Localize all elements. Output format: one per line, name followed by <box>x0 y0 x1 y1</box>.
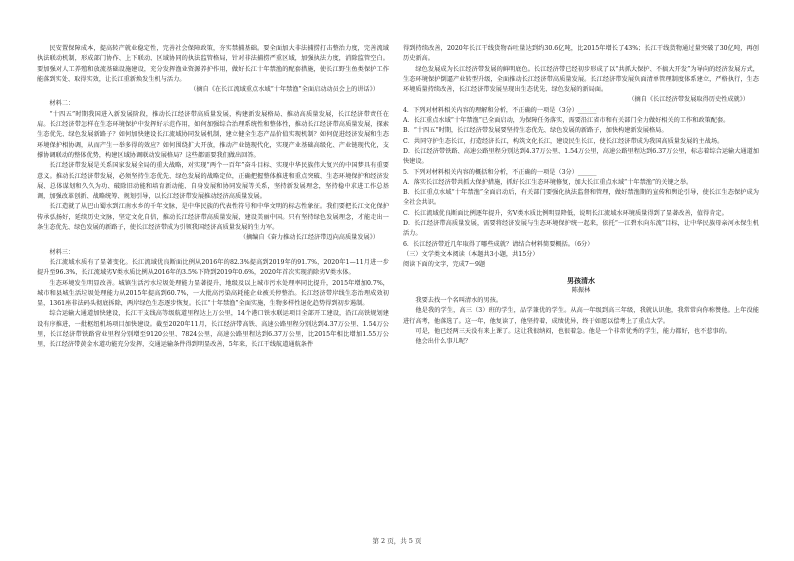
material-3-continued: 得到持续改善，2020年长江干线货物吞吐量达到约30.6亿吨，比2015年增长了43%；长江干线货物通过量突破了30亿吨，再创历史新高。 <box>403 45 759 63</box>
material-2-paragraph-3: 长江造就了从巴山蜀水到江南水乡的千年文脉，是中华民族的代表性符号和中华文明的标志性象征。我们要把长江文化保护传承弘扬好，延续历史文脉，坚定文化自信，推动长江经济带高质量发展，建设美丽中国。只有坚持绿色发展理念，才能走出一条生态优先、绿色发展的新路子，使长江经济带成为引领我国经济高质量发展的生力军。 <box>37 203 389 232</box>
material-3-paragraph-2: 生态环境发生明显改善。城镇生活污水垃圾处理能力显著提升，地级及以上城市污水处理率同比提升，2015年增加0.7%，城市和县城生活垃圾处理能力从2015年提高到60.7%，一大批高污染高耗能企业被关停整治。长江经济带岸线生态治理成效初显，1361座非法码头彻底拆除，两岸绿色生态逐步恢复。长江“十年禁渔”全面实施，生物多样性退化趋势得到初步遏制。 <box>37 279 389 308</box>
material-3-heading: 材料三： <box>49 248 75 256</box>
reading-instruction: 阅读下面的文字，完成7～9题 <box>403 261 486 269</box>
material-3-paragraph-1: 长江流域水质有了显著变化。长江流域优良断面比例从2016年的82.3%提高到2019年的91.7%，2020年1—11月进一步提升至96.3%，长江流域劣V类水质比例从2016年的3.5%下降到2019年0.6%，2020年首次实现消除劣V类水体。 <box>37 258 389 277</box>
question-5-option-b: B．长江重点水域“十年禁渔”全面启动后，有关部门要强化执法监督和管理，做好禁渔期的宣传和舆论引导，使长江生态保护成为全社会共识。 <box>403 189 759 207</box>
story-author: 陈振林 <box>571 286 591 294</box>
question-5-option-a: A．落实长江经济带共抓大保护措施，抓好长江生态环境修复，加大长江重点水域“十年禁渔”的关键之举。 <box>403 178 693 186</box>
story-paragraph-1: 我要去找一个名叫清水的男孩。 <box>415 297 503 305</box>
question-4-option-d: D．长江经济带铁路、高速公路里程分别达到4.37万公里、1.54万公里，高速公路里程达到6.37万公里，标志着综合运输大通道加快建设。 <box>403 147 759 166</box>
story-paragraph-3: 可是，他已经两三天没有来上课了。这让我很纳闷，也很着急。他是一个非常优秀的学生，能力都好，也不惹事的。 <box>415 328 731 336</box>
question-4-option-c: C．共同守护生态长江，打造经济长江，构筑文化长江，建设民生长江，使长江经济带成为我国高质量发展的主战场。 <box>403 137 724 145</box>
question-4: 4．下列对材料相关内容的理解和分析，不正确的一项是（3分）______ <box>403 106 597 114</box>
section-3-heading: （三）文学类文本阅读（本题共3小题，共15分） <box>403 250 539 258</box>
left-column <box>37 44 389 351</box>
question-6: 6．长江经济带近几年取得了哪些成就？请结合材料简要概括。（6分） <box>403 240 594 248</box>
question-5: 5．下列对材料相关内容的概括和分析，不正确的一项是（3分）______ <box>403 168 597 176</box>
question-5-option-c: C．长江流域优良断面比例逐年提升，劣V类水质比例明显降低，说明长江流域水环境质量得到了显著改善，值得肯定。 <box>403 209 728 217</box>
material-3-paragraph-4: 绿色发展成为长江经济带发展的鲜明底色。长江经济带已经初步形成了以“共抓大保护、不搞大开发”为导向的经济发展方式，生态环境保护倒逼产业转型升级，全面推动长江经济带高质量发展。长江经济带发展负面清单管理制度体系建立，严格执行，生态环境质量持续改善，长江经济带发展呈现出生态优先、绿色发展的新局面。 <box>403 65 759 94</box>
story-title: 男孩清水 <box>567 275 595 285</box>
material-3-paragraph-3: 综合运输大通道加快建设，长江干支线高等级航道里程达上万公里，14个港口铁水联运项目全部开工建设，沿江高铁规划建设有序推进，一批枢纽机场项目加快建设。截至2020年11月，长江经济带高铁、高速公路里程分别达到4.37万公里、1.54万公里，长江经济带铁路营业里程分别增至9120公里、7824公里，高速公路里程达到6.37万公里，比2015年相比增加1.55万公里，长江经济带黄金水道功能充分发挥，交通运输条件得到明显改善，5年来，长江干线航道通航条件 <box>37 310 389 349</box>
material-2-heading: 材料二： <box>49 100 75 108</box>
question-4-option-b: B．“十四五”时期，长江经济带发展要坚持生态优先、绿色发展的新路子，加快构建新发展格局。 <box>403 127 668 135</box>
source-note-2: （摘编自《奋力推动长江经济带迈向高质量发展》） <box>239 234 379 242</box>
material-2-paragraph-2: 长江经济带发展是关系国家发展全局的重大战略，对实现“两个一百年”奋斗目标、实现中华民族伟大复兴的中国梦具有重要意义。推动长江经济带发展，必须坚持生态优先、绿色发展的战略定位，正确把握整体推进和重点突破、生态环境保护和经济发展、总体谋划和久久为功、破除旧动能和培育新动能、自身发展和协同发展等关系，坚持新发展理念，坚持稳中求进工作总基调，加强改革创新、战略统筹、规划引导，以长江经济带发展推动经济高质量发展。 <box>37 162 389 201</box>
material-1-tail: 民安置保障成本，提高转产就业稳定性，完善社会保障政策，夯实禁捕基础。要全面加大非法捕捞打击整治力度，完善流域执法联动机制，形成部门协作、上下联动、区域协同的执法监管格局，针对非法捕捞严重区域，加强执法力度，消除监管空白。要加强对人工养殖和放流基础设施建设，充分发挥渔业资源养护作用，做好长江十年禁渔的配套措施，使长江野生鱼类保护工作能落到实处、取得实效，让长江重新焕发生机与活力。 <box>37 45 389 83</box>
right-column <box>403 44 759 348</box>
question-5-option-d: D．长江经济带高质量发展，需要将经济发展与生态环境保护统一起来，依托“一江碧水向东流”目标，让中华民族母亲河永保生机活力。 <box>403 220 759 238</box>
source-note-1: （摘自《在长江流域重点水域“十年禁渔”全面启动动员会上的讲话》） <box>190 86 379 94</box>
story-paragraph-2: 他是我的学生，高三（3）班的学生，品学兼优的学生。从高一年级到高三年级，我就认识他，我常常向你称赞他。上年没能进行高考，他落选了。这一年，他复读了，他坚持着，成绩优异，终于如愿以偿考上了重点大学。 <box>403 307 759 325</box>
story-paragraph-4: 他会出什么事儿呢？ <box>415 338 472 346</box>
question-4-option-a: A．长江重点水域“十年禁渔”已全面启动，为保障任务落实，需要沿江省市和有关部门全力做好相关的工作和政策配套。 <box>403 117 730 125</box>
material-2-paragraph-1: “十四五”时期我国进入新发展阶段，推动长江经济带高质量发展，构建新发展格局、推动高质量发展，长江经济带责任在肩。长江经济带怎样在生态环境保护中发挥好示范作用，如何加强综合治理系统性和整体性，推动长江经济带高质量发展，探索生态优先、绿色发展新路子？如何加快建设长江流域协同发展机制，建立健全生态产品价值实现机制？如何促进经济发展和生态环境保护相协调，从而产生一举多得的效应？如何围绕扩大开放，推动产业链现代化，实现产业基础高级化、产业链现代化，支撑协调联动的整体优势，构建区域协调联动发展格局？这些都需要我们做出回答。 <box>37 110 389 159</box>
source-note-3: （摘自《长江经济带发展取得历史性成就》） <box>628 96 749 104</box>
page-footer: 第 2 页，共 5 页 <box>372 537 422 545</box>
